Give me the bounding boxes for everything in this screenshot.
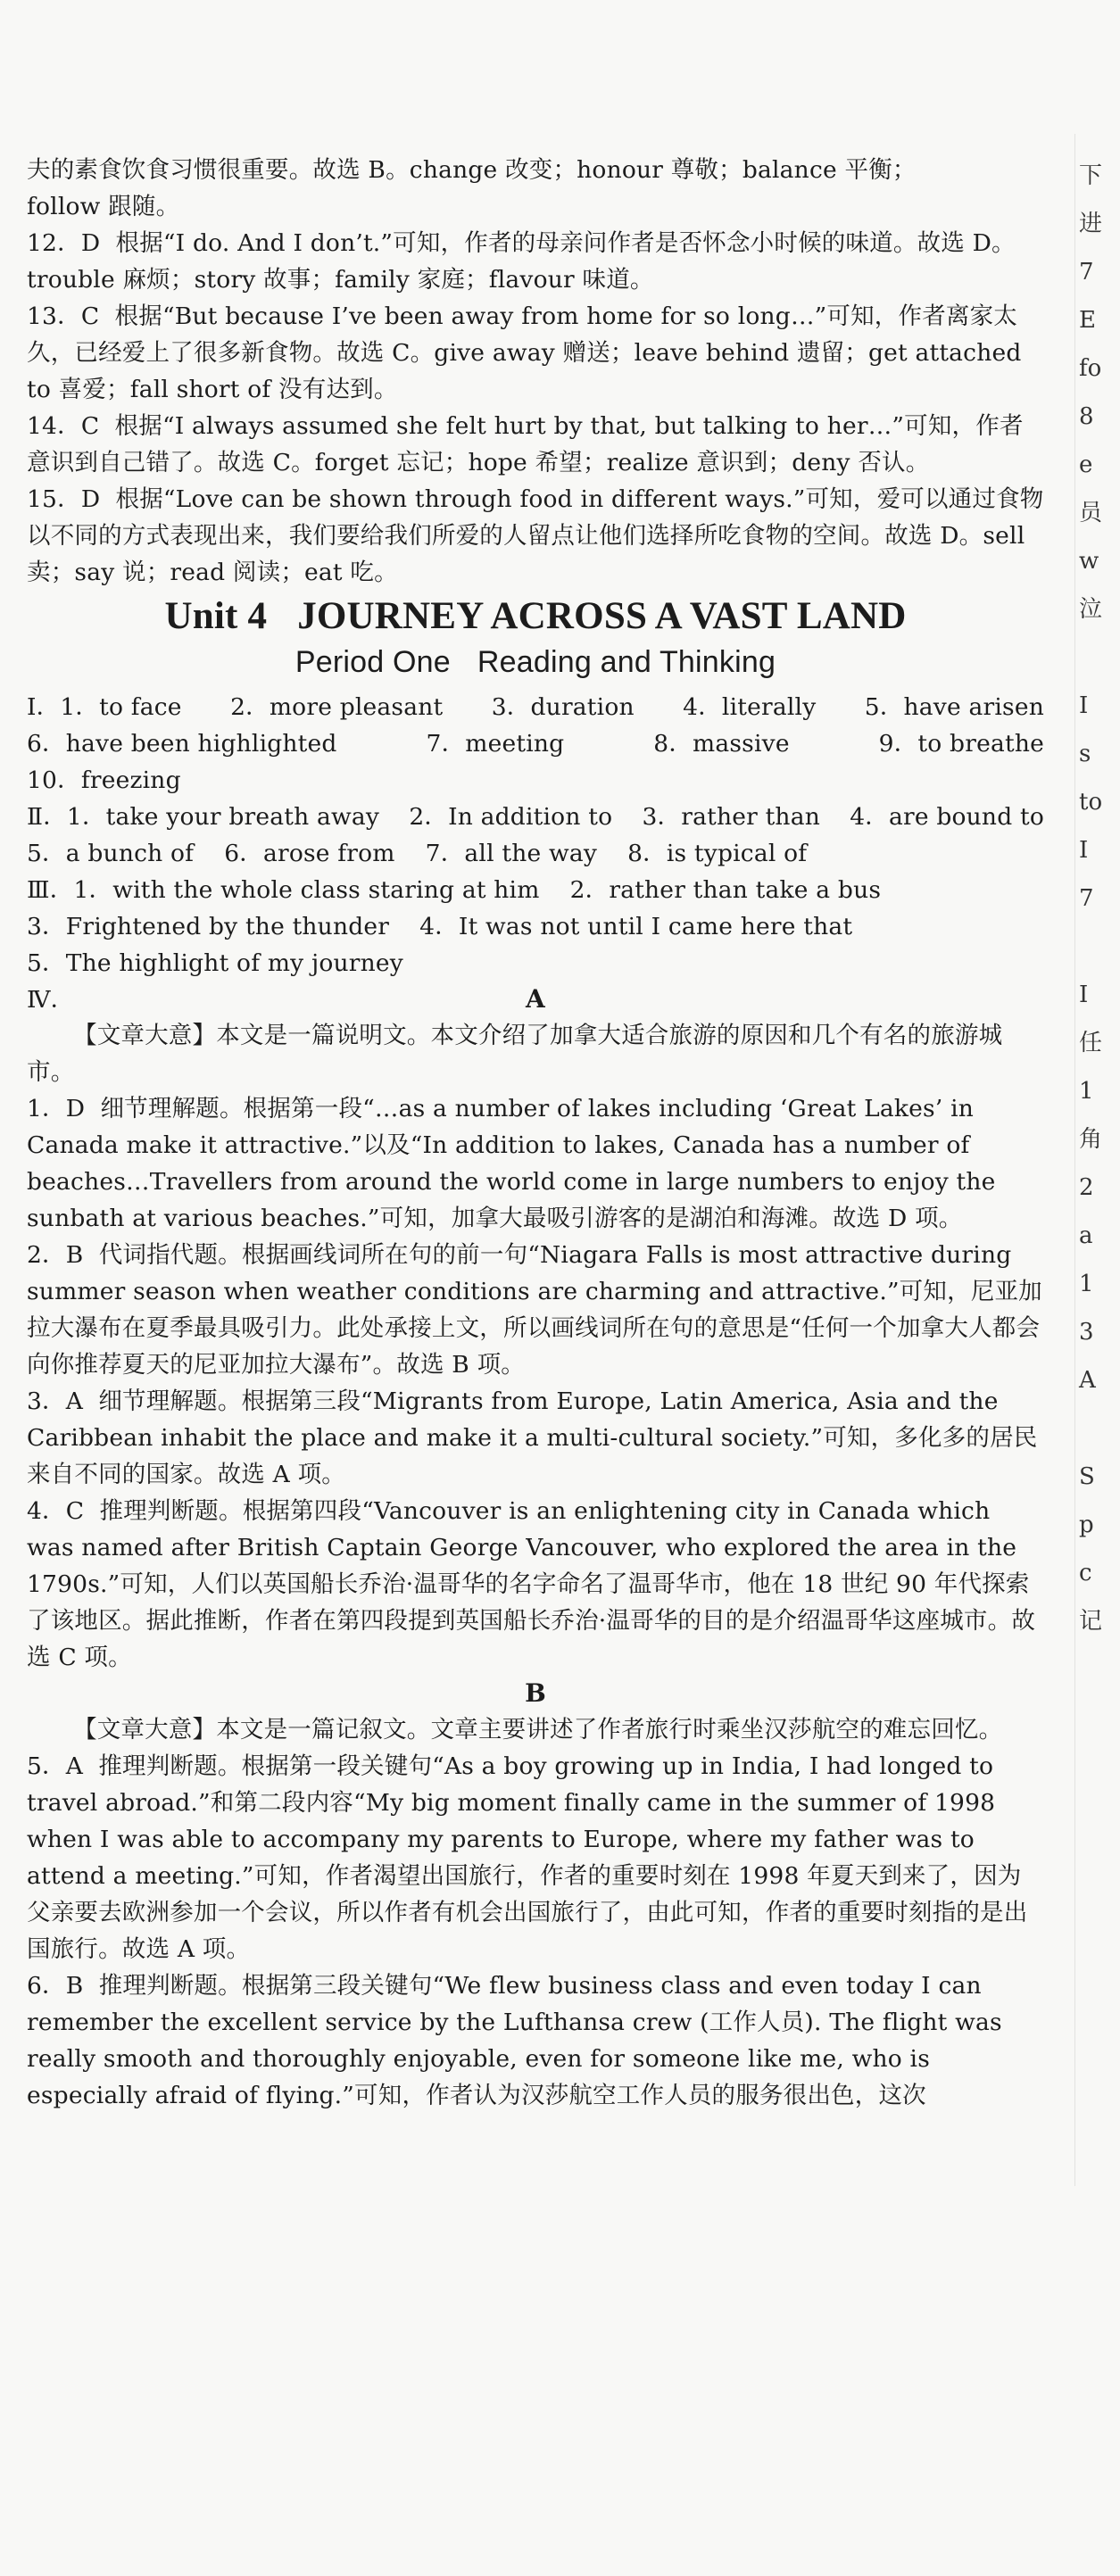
sentence-answer: 5．The highlight of my journey <box>27 949 403 977</box>
passage-b-letter: B <box>525 1678 546 1708</box>
answer-a-3 <box>27 1383 1044 1493</box>
vocab-answer: 10．freezing <box>27 766 181 794</box>
edge-fragment: 1 <box>1079 1078 1094 1105</box>
answer-a-1 <box>27 1090 1044 1237</box>
edge-fragment: 3 <box>1079 1319 1094 1346</box>
answer-number: 13．C <box>27 302 100 330</box>
phrase-answer: 8．is typical of <box>627 840 808 867</box>
answer-number: 3．A <box>27 1387 84 1415</box>
edge-fragment: p <box>1079 1512 1094 1538</box>
edge-fragment: 8 <box>1079 403 1094 430</box>
period-title <box>27 641 1044 683</box>
answer-number: 1．D <box>27 1095 86 1122</box>
period-name: Reading and Thinking <box>477 645 776 679</box>
edge-fragment: I <box>1079 982 1089 1008</box>
vocab-answer: 5．have arisen <box>864 693 1044 721</box>
answer-number: 6．B <box>27 1972 84 2000</box>
section-1-row-1 <box>27 689 1044 725</box>
section-1-row-2 <box>27 725 1044 762</box>
edge-fragment: 1 <box>1079 1271 1094 1297</box>
passage-a-summary <box>27 1017 1044 1090</box>
edge-fragment: S <box>1079 1463 1095 1490</box>
answer-12 <box>27 225 1044 298</box>
phrase-answer: 4．are bound to <box>850 803 1044 831</box>
passage-a-letter: A <box>526 984 545 1014</box>
edge-fragment: s <box>1079 741 1091 767</box>
adjacent-page-edge <box>1079 152 1120 1635</box>
answer-text: 推理判断题。根据第四段“Vancouver is an enlightening city in Canada which was named after British Captain George Vancouver, who explored the area in the 1790s.”可知，人们以英国船长乔治·温哥华的名字命名了温哥华市，他在 18 世纪 90 年代探索了该地区。据此推断，作者在第四段提到英国船长乔治·温哥华的目的是介绍温哥华这座城市。故选 C 项。 <box>27 1497 1036 1671</box>
vocab-answer: 3．duration <box>491 693 635 721</box>
answer-number: 12．D <box>27 229 101 257</box>
section-3-row-2 <box>27 908 1044 945</box>
edge-fragment: I <box>1079 692 1089 719</box>
vocab-answer: 8．massive <box>653 730 790 758</box>
section-3-row-1 <box>27 872 1044 908</box>
summary-label: 【文章大意】 <box>73 1022 217 1049</box>
answer-number: 5．A <box>27 1752 84 1780</box>
edge-fragment: 7 <box>1079 259 1094 286</box>
vocab-answer: 2．more pleasant <box>230 693 444 721</box>
edge-fragment: 记 <box>1079 1608 1103 1635</box>
section-4-numeral: Ⅳ． <box>27 986 75 1014</box>
unit-title <box>27 592 1044 641</box>
vocab-answer: 7．meeting <box>426 730 565 758</box>
edge-fragment <box>1079 634 1120 682</box>
summary-text: 本文是一篇记叙文。文章主要讲述了作者旅行时乘坐汉莎航空的难忘回忆。 <box>216 1716 1003 1744</box>
answer-number: 14．C <box>27 412 100 440</box>
answer-text: 根据“I do. And I don’t.”可知，作者的母亲问作者是否怀念小时候的味道。故选 D。trouble 麻烦；story 故事；family 家庭；flavour 味道。 <box>27 229 1016 294</box>
vocab-answer: 9．to breathe <box>878 730 1044 758</box>
edge-fragment: a <box>1079 1222 1093 1249</box>
phrase-answer: 1．take your breath away <box>66 803 380 831</box>
column-divider <box>1074 134 1075 2186</box>
answer-number: 15．D <box>27 485 101 513</box>
answer-page <box>27 152 1044 2114</box>
section-2-row-1 <box>27 799 1044 835</box>
answer-text: 推理判断题。根据第三段关键句“We flew business class and even today I can remember the excellent service by the Lufthansa crew (工作人员). The flight was really smooth and thoroughly enjoyable, even for someone like me, who is especially afraid of flying.”可知，作者认为汉莎航空工作人员的服务很出色，这次 <box>27 1972 1002 2109</box>
edge-fragment <box>1079 1404 1120 1453</box>
period-label: Period One <box>295 645 451 679</box>
sentence-answer: 3．Frightened by the thunder <box>27 913 390 940</box>
answer-14 <box>27 408 1044 481</box>
vocab-answer: 6．have been highlighted <box>27 730 337 758</box>
answer-text: 根据“But because I’ve been away from home for so long…”可知，作者离家太久，已经爱上了很多新食物。故选 C。give away 赠送；leave behind 遗留；get attached to 喜爱；fall short of 没有达到。 <box>27 302 1022 403</box>
continuation-line-2: follow 跟随。 <box>27 193 180 220</box>
section-1-numeral: Ⅰ． <box>27 693 61 721</box>
section-3-numeral: Ⅲ． <box>27 876 74 904</box>
edge-fragment: 员 <box>1079 500 1103 526</box>
phrase-answer: 6．arose from <box>224 840 395 867</box>
answer-text: 细节理解题。根据第一段“…as a number of lakes including ‘Great Lakes’ in Canada make it attractive.”以及“In addition to lakes, Canada has a number of beaches…Travellers from around the world come in large numbers to enjoy the sunbath at various beaches.”可知，加拿大最吸引游客的是湖泊和海滩。故选 D 项。 <box>27 1095 996 1232</box>
answer-text: 根据“I always assumed she felt hurt by that, but talking to her…”可知，作者意识到自己错了。故选 C。forget 忘记；hope 希望；realize 意识到；deny 否认。 <box>27 412 1024 476</box>
section-1-row-3 <box>27 762 1044 799</box>
vocab-answer: 1．to face <box>60 693 182 721</box>
continuation-line-1: 夫的素食饮食习惯很重要。故选 B。change 改变；honour 尊敬；balance 平衡； <box>27 156 917 184</box>
phrase-answer: 7．all the way <box>425 840 598 867</box>
passage-b-summary <box>27 1711 1044 1748</box>
answer-text: 细节理解题。根据第三段“Migrants from Europe, Latin America, Asia and the Caribbean inhabit the place and make it a multi-cultural society.”可知，多化多的居民来自不同的国家。故选 A 项。 <box>27 1387 1038 1488</box>
edge-fragment: 角 <box>1079 1126 1103 1153</box>
edge-fragment: 任 <box>1079 1030 1103 1056</box>
answer-text: 推理判断题。根据第一段关键句“As a boy growing up in India, I had longed to travel abroad.”和第二段内容“My big moment finally came in the summer of 1998 when I was able to accompany my parents to Europe, where my father was to attend a meeting.”可知，作者渴望出国旅行，作者的重要时刻在 1998 年夏天到来了，因为父亲要去欧洲参加一个会议，所以作者有机会出国旅行了，由此可知，作者的重要时刻指的是出国旅行。故选 A 项。 <box>27 1752 1028 1963</box>
answer-text: 根据“Love can be shown through food in different ways.”可知，爱可以通过食物以不同的方式表现出来，我们要给我们所爱的人留点让他们选择所吃食物的空间。故选 D。sell 卖；say 说；read 阅读；eat 吃。 <box>27 485 1044 586</box>
unit-label: Unit 4 <box>164 595 268 637</box>
section-2-numeral: Ⅱ． <box>27 803 67 831</box>
answer-15 <box>27 481 1044 591</box>
summary-text: 本文是一篇说明文。本文介绍了加拿大适合旅游的原因和几个有名的旅游城市。 <box>27 1022 1003 1086</box>
edge-fragment: c <box>1079 1560 1092 1586</box>
phrase-answer: 3．rather than <box>642 803 820 831</box>
section-4-heading <box>27 982 1044 1017</box>
answer-b-5 <box>27 1748 1044 1967</box>
edge-fragment: 进 <box>1079 211 1103 237</box>
phrase-answer: 5．a bunch of <box>27 840 195 867</box>
edge-fragment: 2 <box>1079 1174 1094 1201</box>
edge-fragment: 下 <box>1079 162 1103 189</box>
edge-fragment <box>1079 923 1120 971</box>
vocab-answer: 4．literally <box>683 693 817 721</box>
edge-fragment: I <box>1079 837 1089 864</box>
edge-fragment: E <box>1079 307 1096 334</box>
summary-label: 【文章大意】 <box>73 1716 217 1744</box>
edge-fragment: 7 <box>1079 885 1094 912</box>
answer-b-6 <box>27 1967 1044 2114</box>
section-2-row-2 <box>27 835 1044 872</box>
section-3-row-3 <box>27 945 1044 982</box>
sentence-answer: 4．It was not until I came here that <box>419 913 853 940</box>
edge-fragment: 泣 <box>1079 596 1103 623</box>
edge-fragment: fo <box>1079 355 1102 382</box>
sentence-answer: 2．rather than take a bus <box>569 876 882 904</box>
phrase-answer: 2．In addition to <box>409 803 613 831</box>
answer-a-2 <box>27 1237 1044 1383</box>
unit-name: JOURNEY ACROSS A VAST LAND <box>297 595 907 637</box>
answer-text: 代词指代题。根据画线词所在句的前一句“Niagara Falls is most attractive during summer season when weather conditions are charming and attractive.”可知，尼亚加拉大瀑布在夏季最具吸引力。此处承接上文，所以画线词所在句的意思是“任何一个加拿大人都会向你推荐夏天的尼亚加拉大瀑布”。故选 B 项。 <box>27 1241 1042 1379</box>
answer-number: 2．B <box>27 1241 84 1269</box>
edge-fragment: e <box>1079 451 1093 478</box>
edge-fragment: A <box>1079 1367 1096 1394</box>
answer-a-4 <box>27 1493 1044 1676</box>
answer-13 <box>27 298 1044 408</box>
answer-number: 4．C <box>27 1497 85 1525</box>
edge-fragment: w <box>1079 548 1099 575</box>
edge-fragment: to <box>1079 789 1103 816</box>
sentence-answer: 1．with the whole class staring at him <box>73 876 540 904</box>
